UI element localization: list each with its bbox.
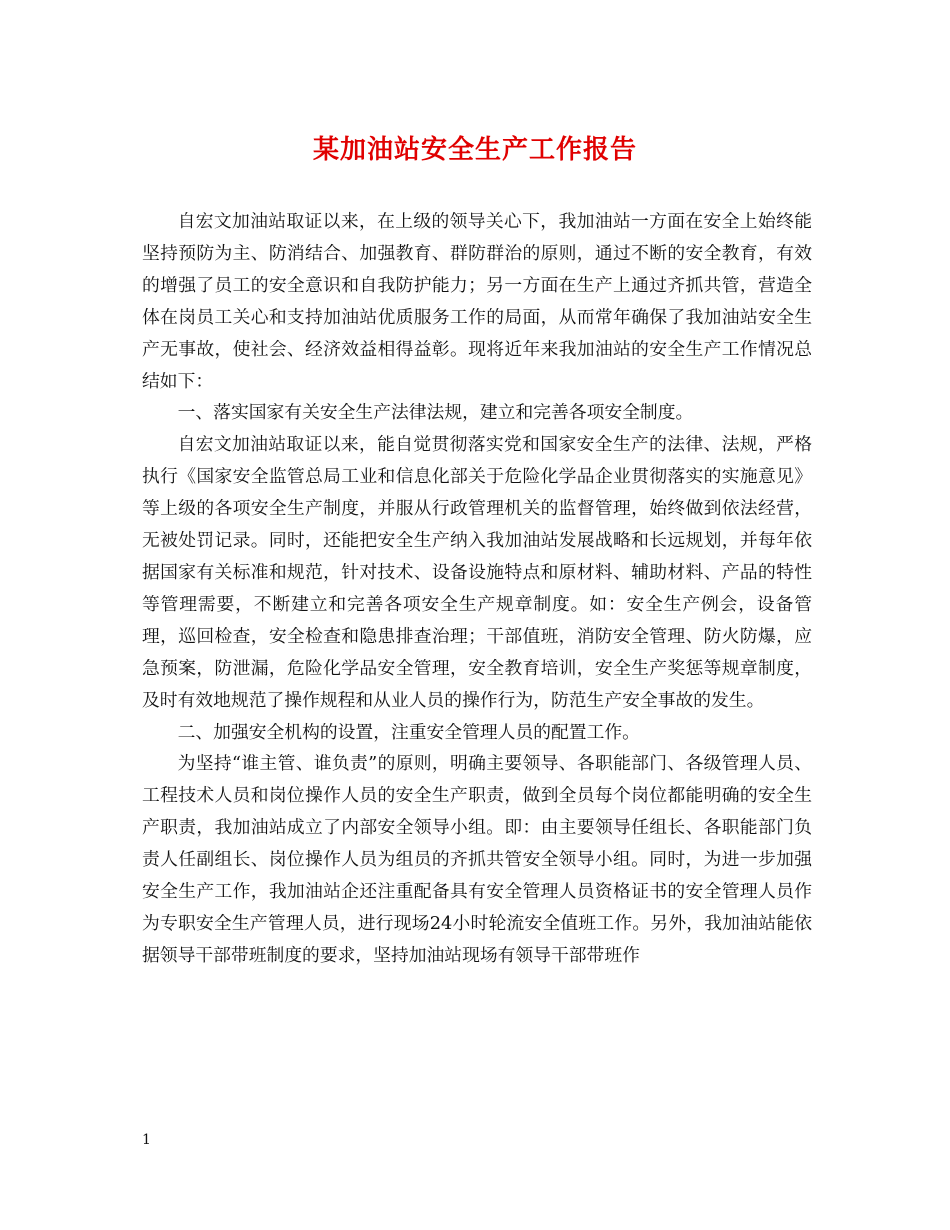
document-body <box>142 206 812 972</box>
page-number: 1 <box>142 1132 151 1148</box>
paragraph-section-1: 自宏文加油站取证以来，能自觉贯彻落实党和国家安全生产的法律、法规，严格执行《国家安全监管总局工业和信息化部关于危险化学品企业贯彻落实的实施意见》等上级的各项安全生产制度，并服从行政管理机关的监督管理，始终做到依法经营，无被处罚记录。同时，还能把安全生产纳入我加油站发展战略和长远规划，并每年依据国家有关标准和规范，针对技术、设备设施特点和原材料、辅助材料、产品的特性等管理需要，不断建立和完善各项安全生产规章制度。如：安全生产例会，设备管理，巡回检查，安全检查和隐患排查治理；干部值班，消防安全管理、防火防爆，应急预案，防泄漏，危险化学品安全管理，安全教育培训，安全生产奖惩等规章制度，及时有效地规范了操作规程和从业人员的操作行为，防范生产安全事故的发生。 <box>142 434 812 711</box>
section-heading-1: 一、落实国家有关安全生产法律法规，建立和完善各项安全制度。 <box>177 402 694 424</box>
section-heading-2: 二、加强安全机构的设置，注重安全管理人员的配置工作。 <box>177 721 640 743</box>
document-title: 某加油站安全生产工作报告 <box>312 135 637 165</box>
paragraph-section-2: 为坚持“谁主管、谁负责”的原则，明确主要领导、各职能部门、各级管理人员、工程技术人员和岗位操作人员的安全生产职责，做到全员每个岗位都能明确的安全生产职责，我加油站成立了内部安全领导小组。即：由主要领导任组长、各职能部门负责人任副组长、岗位操作人员为组员的齐抓共管安全领导小组。同时，为进一步加强安全生产工作，我加油站企还注重配备具有安全管理人员资格证书的安全管理人员作为专职安全生产管理人员，进行现场24小时轮流安全值班工作。另外，我加油站能依据领导干部带班制度的要求，坚持加油站现场有领导干部带班作 <box>142 753 812 966</box>
paragraph-intro: 自宏文加油站取证以来，在上级的领导关心下，我加油站一方面在安全上始终能坚持预防为主、防消结合、加强教育、群防群治的原则，通过不断的安全教育，有效的增强了员工的安全意识和自我防护能力；另一方面在生产上通过齐抓共管，营造全体在岗员工关心和支持加油站优质服务工作的局面，从而常年确保了我加油站安全生产无事故，使社会、经济效益相得益彰。现将近年来我加油站的安全生产工作情况总结如下： <box>142 211 812 392</box>
